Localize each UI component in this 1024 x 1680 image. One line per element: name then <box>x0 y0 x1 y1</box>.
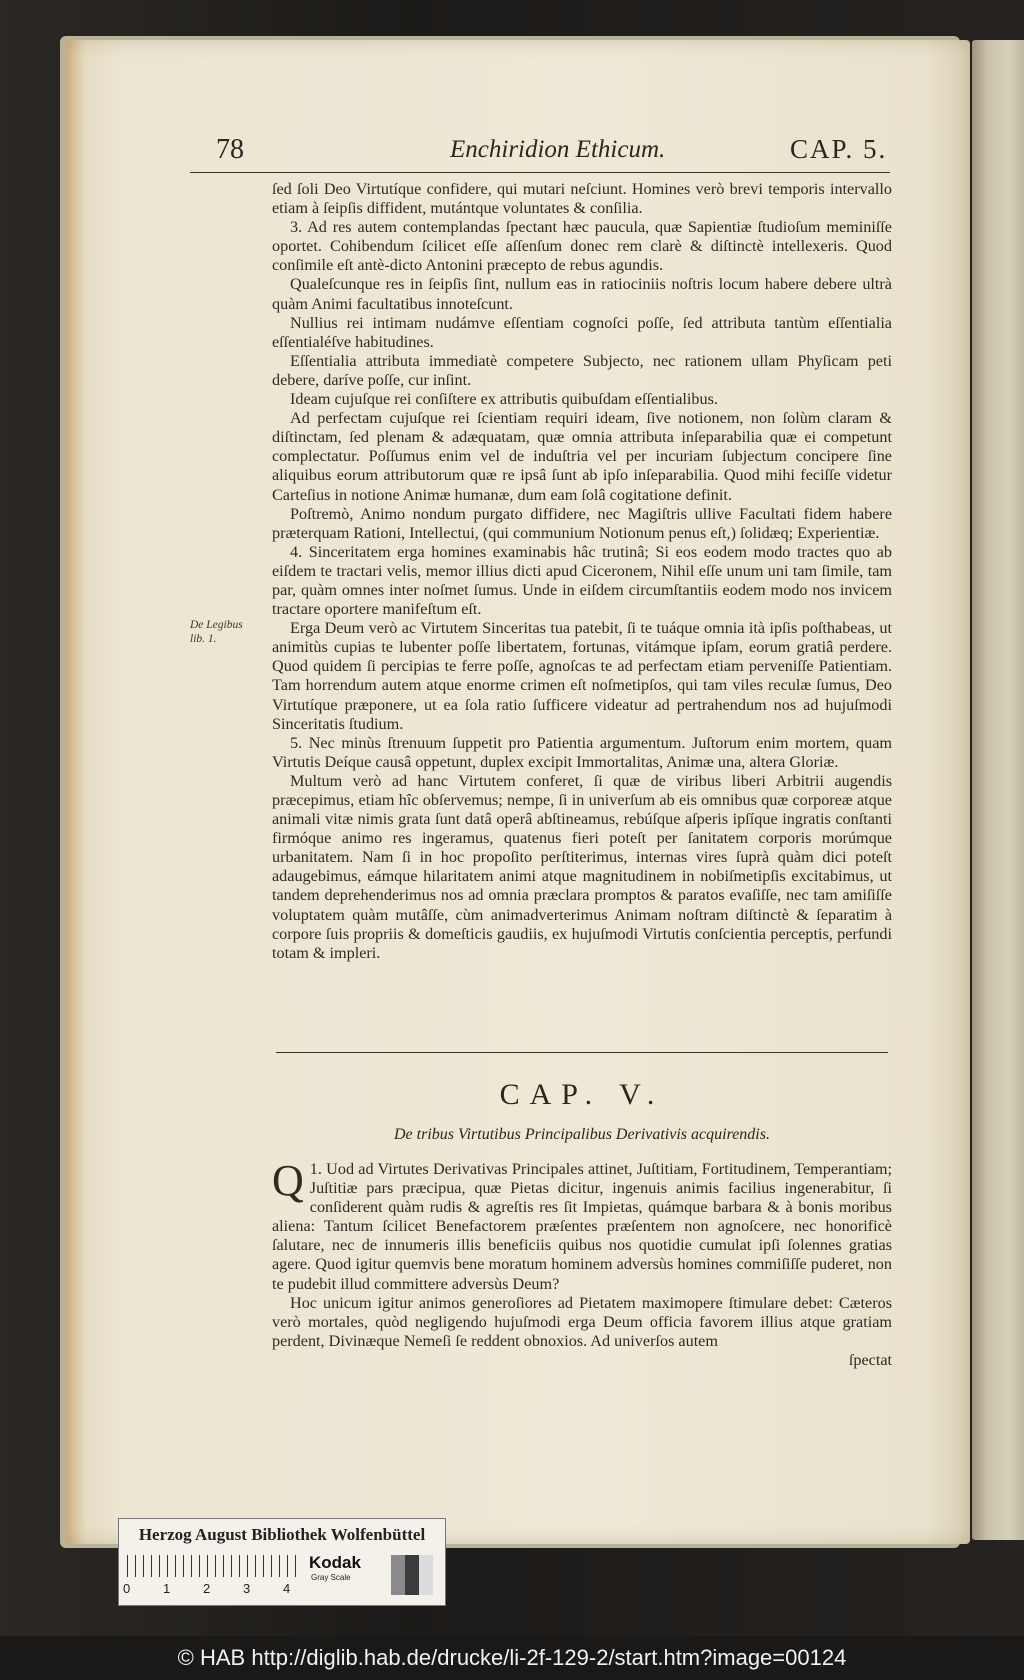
ruler-label: 1 <box>163 1581 171 1596</box>
gray-patch <box>391 1555 405 1595</box>
color-calibration-card <box>118 1518 446 1606</box>
ruler-label: 2 <box>203 1581 211 1596</box>
scale-ruler <box>127 1555 297 1577</box>
section-rule <box>276 1052 888 1053</box>
paragraph: 3. Ad res autem contemplandas ſpectant hæc paucula, quæ Sapientiæ ſtudioſum meminiſſe oportet. Cohibendum ſcilicet eſſe aſſenſum donec rem clarè & diſtinctè intellexeris. Quod conſimile eſt antè-dicto Antonini præcepto de rebus agundis. <box>272 218 892 275</box>
paragraph: Ideam cujuſque rei conſiſtere ex attributis quibuſdam eſſentialibus. <box>290 390 718 409</box>
library-name: Herzog August Bibliothek Wolfenbüttel <box>138 1525 426 1544</box>
running-header <box>190 128 890 168</box>
paragraph: 4. Sinceritatem erga homines examinabis hâc trutinâ; Si eos eodem modo tractes quo ab eiſdem te tractari velis, memor illius dicti apud Ciceronem, Nihil eſſe unum uni tam ſimile, tam par, quàm omnes inter noſmet ſumus. Unde in eiſdem circumſtantiis eodem modo nos invicem tractare oportere manifeſtum eſt. <box>272 542 892 619</box>
paragraph: Erga Deum verò ac Virtutem Sinceritas tua patebit, ſi te tuáque omnia ità ipſis poſthabeas, ut animitùs cupias te lubenter poſſe libertatem, fortunas, vitámque ipſam, eorum gratiâ perdere. Quod quidem ſi percipias te ferre poſſe, agnoſcas te ad perfectam etiam perveniſſe Patientiam. Tam horrendum autem atque enorme crimen eſt noſmetipſos, qui tam viles reculæ ſumus, Deo Virtutíque præponere, ut ea ſola ratio ſufficere videatur ad pertrahendum nos ad hujuſmodi Sinceritatis ſtudium. <box>272 619 892 733</box>
header-rule <box>190 172 890 173</box>
catchword: ſpectat <box>848 1350 892 1369</box>
page-number: 78 <box>216 134 244 165</box>
paragraph: ſed ſoli Deo Virtutíque confidere, qui mutari neſciunt. Homines verò brevi temporis intervallo etiam à ſeipſis diffident, mutántque voluntates & conſilia. <box>272 180 892 218</box>
paragraph: Nullius rei intimam nudámve eſſentiam cognoſci poſſe, ſed attributa tantùm eſſentialia eſſentialéſve habitudines. <box>272 313 892 351</box>
paragraph: Multum verò ad hanc Virtutem conferet, ſi quæ de viribus liberi Arbitrii augendis præcepimus, etiam hîc obſervemus; nempe, ſi in univerſum ab eis omnibus quæ corporeæ atque animali vitæ nimis grata ſunt datâ operâ abſtineamus, rebúſque aſperis ipſíque ingratis conſtanti firmóque animo res ingeramus, quatenus fieri poteſt per ſanitatem corporis morúmque urbanitatem. Nam ſi in hoc propoſito perſtiterimus, internas vires ſuprà quàm dici poteſt adaugebimus, eámque hilaritatem animi atque magnitudinem in nobiſmetipſis excitabimus, ut tandem deprehenderimus nos ad omnia præclara promptos & paratos evaſiſſe, nec tam amiſiſſe voluptatem quàm mutâſſe, cùm animadverterimus Animam noſtram diſtinctè & ſeparatim à corpore ſuis propriis & domeſticis gaudiis, ex hujuſmodi Virtutis conſcientia perceptis, perfundi totam & impleri. <box>272 771 892 962</box>
paragraph: 5. Nec minùs ſtrenuum ſuppetit pro Patientia argumentum. Juſtorum enim mortem, quam Virtutis Deíque causâ oppetunt, duplex excipit Immortalitas, Animæ una, altera Gloriæ. <box>272 733 892 771</box>
paragraph: Poſtremò, Animo nondum purgato diffidere, nec Magiſtris ullive Facultati fidem habere præterquam Rationi, Intellectui, (qui communium Notionum penus eſt,) ſolidæq; Experientiæ. <box>272 504 892 542</box>
kodak-logo: Kodak <box>309 1553 361 1572</box>
running-title: Enchiridion Ethicum. <box>450 136 666 163</box>
margin-note: De Legibus lib. 1. <box>190 619 243 645</box>
ruler-label: 4 <box>283 1581 291 1596</box>
gray-patch <box>405 1555 419 1595</box>
chapter-subtitle: De tribus Virtutibus Principalibus Derivativis acquirendis. <box>394 1126 770 1143</box>
chapter-body <box>272 1156 892 1370</box>
paragraph: Ad perfectam cujuſque rei ſcientiam requiri ideam, ſive notionem, non ſolùm claram & diſtinctam, ſed plenam & adæquatam, quæ omnia attributa inſeparabilia quæ ei competunt complectatur. Poſſumus enim vel de induſtria vel per incuriam ſubjectum concipere ſine aliquibus eorum attributorum quæ re ipsâ ſunt ab ipſo inſeparabilia. Quod mihi feciſſe videtur Carteſius in notione Animæ humanæ, dum eam ſolâ cogitatione definit. <box>272 409 892 504</box>
chapter-paragraph <box>272 1156 892 1294</box>
gray-patch <box>419 1555 433 1595</box>
ruler-labels <box>123 1581 323 1599</box>
chapter-paragraph: Hoc unicum igitur animos generoſiores ad Pietatem maximopere ſtimulare debet: Cæteros verò mortales, quòd negligendo hujuſmodi erga Deum officia favorem illius atque gratiam perdent, Divinæque Nemeſi ſe reddent obnoxios. Ad univerſos autem <box>272 1293 892 1350</box>
paragraph: Qualeſcunque res in ſeipſis ſint, nullum eas in ratiociniis noſtris locum habere debere ultrà quàm Animi facultatibus innoteſcunt. <box>272 275 892 313</box>
chapter-reference: CAP. 5. <box>790 134 888 164</box>
copyright-footer: © HAB http://diglib.hab.de/drucke/li-2f-129-2/start.htm?image=00124 <box>0 1636 1024 1680</box>
gray-scale-label: Gray Scale <box>311 1573 351 1582</box>
ruler-label: 0 <box>123 1581 131 1596</box>
facing-page-edge <box>972 40 1024 1540</box>
body-text <box>272 180 892 963</box>
paragraph: Eſſentialia attributa immediatè competere Subjecto, nec rationem ullam Phyſicam peti debere, daríve poſſe, cur inſint. <box>272 351 892 389</box>
section-number: 1. <box>309 1160 322 1178</box>
chapter-heading: CAP. V. <box>499 1078 665 1111</box>
ruler-label: 3 <box>243 1581 251 1596</box>
drop-cap: Q <box>272 1156 304 1205</box>
chapter-paragraph-text: Uod ad Virtutes Derivativas Principales attinet, Juſtitiam, Fortitudinem, Temperantiam; Juſtitiæ pars præcipua, quæ Pietas dicitur, ingenuis animis facilius ingenerabitur, ſi conſiderent quàm rudis & agreſtis res ſit Impietas, quámque barbara & à bonis moribus aliena: Tantum ſcilicet Benefactorem præſentes præſentem non agnoſcere, nec honorificè ſalutare, nec de innumeris illis beneficiis quibus nos quotidie cumulat ipſi ſolennes gratias agere. Quod igitur quemvis bene moratum hominem adversùs homines commiſiſſe puderet, non te pudebit illud committere adversùs Deum? <box>272 1160 892 1293</box>
